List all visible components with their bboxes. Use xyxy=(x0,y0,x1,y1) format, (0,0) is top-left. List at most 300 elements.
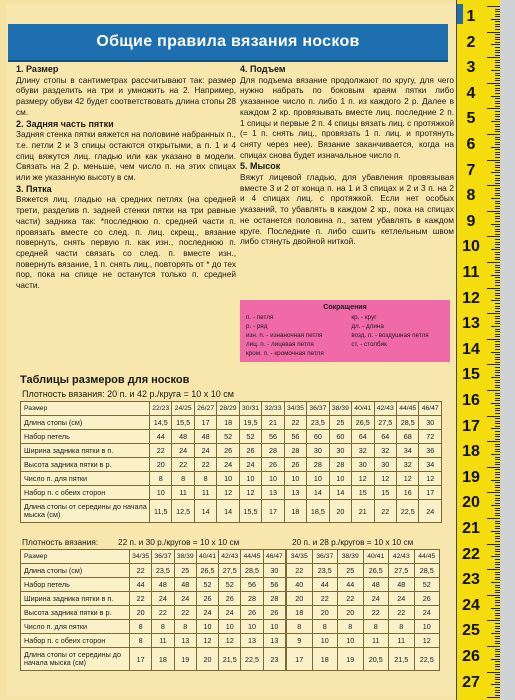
table-cell: 28,5 xyxy=(241,564,263,578)
table-cell: 24 xyxy=(196,606,218,620)
ruler-tick xyxy=(487,160,501,161)
ruler-tick xyxy=(487,83,501,84)
table-cell: 44/45 xyxy=(396,402,418,416)
table-row xyxy=(287,648,440,671)
table-cell: 60 xyxy=(329,430,351,444)
table-cell: 26 xyxy=(263,606,285,620)
table-cell: 36 xyxy=(419,444,442,458)
table-cell: 12 xyxy=(414,634,440,648)
ruler-tick xyxy=(487,467,501,468)
table-cell: 8 xyxy=(312,620,338,634)
table-cell: 68 xyxy=(396,430,418,444)
ruler-number: 25 xyxy=(462,622,480,640)
table-row xyxy=(287,620,440,634)
ruler-tick xyxy=(487,390,501,391)
table-cell: 10 xyxy=(307,472,329,486)
table-cell: 30 xyxy=(374,458,396,472)
table-cell: 8 xyxy=(194,472,216,486)
ruler-tick xyxy=(487,339,501,340)
table-cell: 20 xyxy=(287,592,313,606)
ruler-number: 22 xyxy=(462,545,480,563)
table-cell: 26 xyxy=(262,458,284,472)
table-cell: 8 xyxy=(389,620,415,634)
table-cell: 52 xyxy=(196,578,218,592)
table-cell: 24 xyxy=(152,592,174,606)
title-bar xyxy=(8,24,448,62)
row-label: Размер xyxy=(21,550,130,564)
table-cell: 42/43 xyxy=(219,550,241,564)
table-cell: 8 xyxy=(338,620,364,634)
table-cell: 26,5 xyxy=(363,564,389,578)
table-cell: 20 xyxy=(150,458,172,472)
ruler-number: 24 xyxy=(462,596,480,614)
table-cell: 14 xyxy=(217,500,239,523)
table-cell: 30 xyxy=(263,564,285,578)
table-cell: 13 xyxy=(174,634,196,648)
table-cell: 14 xyxy=(329,486,351,500)
ruler-tick xyxy=(487,646,501,647)
table-cell: 19 xyxy=(174,648,196,671)
table-cell: 32 xyxy=(396,458,418,472)
page-title: Общие правила вязания носков xyxy=(96,33,360,50)
section-heading-instep: 4. Подъем xyxy=(240,64,286,74)
table-row xyxy=(21,500,442,523)
abbreviation-item: дл. - длина xyxy=(351,323,384,330)
abbreviation-item: п. - петля xyxy=(246,314,274,321)
table-cell: 20 xyxy=(196,648,218,671)
table-cell: 12 xyxy=(219,634,241,648)
table-cell: 24/25 xyxy=(172,402,194,416)
table-cell: 40/41 xyxy=(196,550,218,564)
table-cell: 11 xyxy=(363,634,389,648)
table-cell: 10 xyxy=(414,620,440,634)
ruler-number: 20 xyxy=(462,494,480,512)
table-cell: 11,5 xyxy=(150,500,172,523)
table-cell: 19,5 xyxy=(239,416,261,430)
table-row xyxy=(21,444,442,458)
table-cell: 8 xyxy=(152,620,174,634)
right-column xyxy=(240,64,454,248)
table-row xyxy=(21,550,286,564)
row-label: Длина стопы (см) xyxy=(21,416,150,430)
table-cell: 10 xyxy=(196,620,218,634)
ruler-number: 21 xyxy=(462,520,480,537)
table-cell: 20 xyxy=(312,606,338,620)
table-cell: 40/41 xyxy=(363,550,389,564)
table-cell: 28 xyxy=(307,458,329,472)
table-cell: 8 xyxy=(172,472,194,486)
table-cell: 27,5 xyxy=(374,416,396,430)
table-cell: 38/39 xyxy=(174,550,196,564)
table-cell: 12 xyxy=(419,472,442,486)
table-cell: 48 xyxy=(389,578,415,592)
table-cell: 13 xyxy=(263,634,285,648)
section-text-instep: Для подъема вязание продолжают по кругу, для чего нужно набрать по боковым краям пятки либо указанное число п. либо 1 п. из каждого 2 р. Далее в каждом 2 кр. провязывать вместе лиц. последние 2 п. 1 спицы и первые 2 п. 4 спицы вязать лиц. с протяжкой (= 1 п. снять лиц., провязать 1 п. лиц. и протянуть сняту через нее). Вязание заканчивается, когда на спицах снова будет изначальное число п. xyxy=(240,74,454,160)
row-label: Набор п. с обеих сторон xyxy=(21,486,150,500)
ruler-tick xyxy=(487,32,501,33)
table-cell: 30 xyxy=(329,444,351,458)
table-cell: 22/23 xyxy=(150,402,172,416)
ruler-number: 11 xyxy=(462,264,480,281)
table-cell: 10 xyxy=(284,472,306,486)
table-cell: 20 xyxy=(338,606,364,620)
ruler-tick xyxy=(487,134,501,135)
table-row xyxy=(287,606,440,620)
table-cell: 22 xyxy=(284,416,306,430)
table-row xyxy=(287,592,440,606)
table-cell: 36/37 xyxy=(152,550,174,564)
abbreviation-item: лиц. п. - лицевая петля xyxy=(246,341,314,348)
table-cell: 12 xyxy=(239,486,261,500)
table-cell: 26 xyxy=(284,458,306,472)
ruler-number: 1 xyxy=(466,8,476,25)
table-cell: 28 xyxy=(284,444,306,458)
table-cell: 10 xyxy=(329,472,351,486)
table-row xyxy=(21,430,442,444)
table-cell: 42/43 xyxy=(374,402,396,416)
section-text-heel-back: Задняя стенка пятки вяжется на половине набранных п., т.е. петли 2 и 3 спицы остаются открытыми, а п. 1 и 4 спиц вяжутся лиц. гладью или как указано в модели. Связать на 2 р. меньше, чем число п. на этих спицах или же указанную высоту в см. xyxy=(16,129,236,183)
table-cell: 12 xyxy=(196,634,218,648)
abbreviation-item: возд. п. - воздушная петля xyxy=(351,332,429,339)
table-cell: 22 xyxy=(363,606,389,620)
table-cell: 56 xyxy=(284,430,306,444)
table-cell: 30/31 xyxy=(239,402,261,416)
ruler-number: 27 xyxy=(462,673,480,691)
table-cell: 48 xyxy=(152,578,174,592)
table-cell: 12 xyxy=(396,472,418,486)
row-label: Ширина задника пятки в п. xyxy=(21,444,150,458)
table-cell: 24 xyxy=(194,444,216,458)
table-row xyxy=(21,634,286,648)
ruler-tick xyxy=(487,236,501,237)
abbreviations-box xyxy=(240,300,450,362)
table-cell: 18 xyxy=(284,500,306,523)
section-text-toe: Вяжут лицевой гладью, для убавления провязывая вместе 3 и 2 от конца п. на 1 и 3 спицах и 2 и 3 п. на 2 и 4 спицах лиц. с протяжкой. Если нет особых указаний, то убавлять в каждом 2 кр., пока на спицах не останется половина п., затем убавлять в каждом круге. Последние п. либо сшить кетлельным швом либо стянуть двойной ниткой. xyxy=(240,172,454,247)
table-cell: 12 xyxy=(352,472,374,486)
table-cell: 24 xyxy=(174,592,196,606)
table-cell: 22 xyxy=(152,606,174,620)
table-cell: 8 xyxy=(363,620,389,634)
table-cell: 11 xyxy=(389,634,415,648)
table-cell: 60 xyxy=(307,430,329,444)
table-cell: 10 xyxy=(217,472,239,486)
table-cell: 34 xyxy=(419,458,442,472)
table-cell: 8 xyxy=(130,634,152,648)
ruler-number: 17 xyxy=(462,417,480,435)
table-cell: 15,5 xyxy=(239,500,261,523)
table-cell: 22 xyxy=(194,458,216,472)
row-label: Высота задника пятки в р. xyxy=(21,606,130,620)
table-cell: 24 xyxy=(219,606,241,620)
ruler-tick xyxy=(487,211,501,212)
table-cell: 18,5 xyxy=(307,500,329,523)
table-cell: 32 xyxy=(374,444,396,458)
table-cell: 26,5 xyxy=(352,416,374,430)
table-cell: 24 xyxy=(172,444,194,458)
table-cell: 22 xyxy=(374,500,396,523)
table-cell: 32 xyxy=(352,444,374,458)
row-label: Размер xyxy=(21,402,150,416)
table-cell: 40/41 xyxy=(352,402,374,416)
ruler-number: 6 xyxy=(466,136,476,153)
table-cell: 48 xyxy=(174,578,196,592)
table-cell: 34/35 xyxy=(130,550,152,564)
table-cell: 52 xyxy=(239,430,261,444)
centimeter-ruler xyxy=(456,0,501,700)
table-cell: 22 xyxy=(172,458,194,472)
ruler-tick xyxy=(487,518,501,519)
table-cell: 11 xyxy=(172,486,194,500)
table-cell: 21,5 xyxy=(389,648,415,671)
table-row xyxy=(21,472,442,486)
table-row xyxy=(21,486,442,500)
ruler-tick xyxy=(487,185,501,186)
left-column xyxy=(16,64,236,292)
table1-density: Плотность вязания: 20 п. и 42 р./круга = 10 х 10 см xyxy=(22,389,234,399)
table-cell: 20,5 xyxy=(363,648,389,671)
table-cell: 10 xyxy=(263,620,285,634)
table-cell: 30 xyxy=(419,416,442,430)
table-row xyxy=(21,578,286,592)
table-cell: 42/43 xyxy=(389,550,415,564)
ruler-number: 15 xyxy=(462,366,480,384)
table-cell: 22 xyxy=(130,564,152,578)
ruler-number: 19 xyxy=(462,468,480,486)
table-cell: 52 xyxy=(414,578,440,592)
table-cell: 13 xyxy=(241,634,263,648)
ruler-tick xyxy=(487,672,501,673)
table-cell: 19 xyxy=(338,648,364,671)
table-cell: 26 xyxy=(239,444,261,458)
row-label: Набор петель xyxy=(21,578,130,592)
table-row xyxy=(21,606,286,620)
table-cell: 30 xyxy=(352,458,374,472)
ruler-tick xyxy=(487,364,501,365)
ruler-number: 9 xyxy=(466,212,476,230)
ruler-number: 7 xyxy=(466,161,476,179)
table-cell: 22 xyxy=(174,606,196,620)
table-cell: 44/45 xyxy=(414,550,440,564)
table-cell: 27,5 xyxy=(219,564,241,578)
table-cell: 10 xyxy=(241,620,263,634)
table-cell: 56 xyxy=(241,578,263,592)
table-cell: 28,5 xyxy=(414,564,440,578)
table-cell: 10 xyxy=(338,634,364,648)
table-cell: 10 xyxy=(219,620,241,634)
ruler-tick xyxy=(487,108,501,109)
table-cell: 10 xyxy=(312,634,338,648)
table-cell: 28 xyxy=(263,592,285,606)
table-cell: 28 xyxy=(241,592,263,606)
section-heading-heel: 3. Пятка xyxy=(16,183,52,194)
table-cell: 14 xyxy=(307,486,329,500)
table-cell: 8 xyxy=(130,620,152,634)
table-cell: 23,5 xyxy=(312,564,338,578)
ruler-tick xyxy=(487,441,501,442)
ruler-tick xyxy=(487,288,501,289)
table-cell: 44 xyxy=(130,578,152,592)
table-cell: 25 xyxy=(174,564,196,578)
table-cell: 48 xyxy=(363,578,389,592)
table-cell: 20 xyxy=(130,606,152,620)
table-cell: 46/47 xyxy=(263,550,285,564)
table-cell: 17 xyxy=(287,648,313,671)
section-heading-toe: 5. Мысок xyxy=(240,161,281,172)
table-cell: 26/27 xyxy=(194,402,216,416)
ruler-tick xyxy=(487,620,501,621)
table-cell: 22 xyxy=(150,444,172,458)
table-cell: 18 xyxy=(152,648,174,671)
ruler-tick xyxy=(487,6,501,7)
table-row xyxy=(21,416,442,430)
abbreviations-title: Сокращения xyxy=(323,304,367,311)
table-cell: 23,5 xyxy=(307,416,329,430)
table-cell: 28/29 xyxy=(217,402,239,416)
size-table-3 xyxy=(286,549,440,671)
table-cell: 15 xyxy=(374,486,396,500)
table-cell: 8 xyxy=(174,620,196,634)
table-cell: 10 xyxy=(150,486,172,500)
table-cell: 17 xyxy=(262,500,284,523)
ruler-number: 14 xyxy=(462,340,480,358)
table-cell: 28,5 xyxy=(396,416,418,430)
table-cell: 30 xyxy=(307,444,329,458)
table-cell: 24 xyxy=(389,592,415,606)
table-cell: 56 xyxy=(262,430,284,444)
section-heading-size: 1. Размер xyxy=(16,64,59,74)
table-cell: 17 xyxy=(419,486,442,500)
table-cell: 44 xyxy=(312,578,338,592)
table-row xyxy=(287,564,440,578)
table-cell: 13 xyxy=(262,486,284,500)
table-cell: 24 xyxy=(414,606,440,620)
table-cell: 28 xyxy=(329,458,351,472)
table-row xyxy=(287,578,440,592)
table-cell: 28 xyxy=(262,444,284,458)
table-cell: 44 xyxy=(150,430,172,444)
abbreviation-item xyxy=(351,349,444,358)
table-cell: 22 xyxy=(389,606,415,620)
table-cell: 22,5 xyxy=(241,648,263,671)
table-cell: 17 xyxy=(130,648,152,671)
table2-density-a: 22 п. и 30 р./кругов = 10 х 10 см xyxy=(118,537,240,547)
table-cell: 8 xyxy=(287,620,313,634)
row-label: Набор п. с обеих сторон xyxy=(21,634,130,648)
ruler-tick xyxy=(487,57,501,58)
table-cell: 46/47 xyxy=(419,402,442,416)
table-cell: 26 xyxy=(241,606,263,620)
table-row xyxy=(21,402,442,416)
table-cell: 18 xyxy=(287,606,313,620)
ruler-tick xyxy=(487,569,501,570)
table-cell: 18 xyxy=(312,648,338,671)
table-cell: 27,5 xyxy=(389,564,415,578)
table-cell: 24 xyxy=(217,458,239,472)
table-row xyxy=(21,620,286,634)
table-cell: 44 xyxy=(338,578,364,592)
table-cell: 12 xyxy=(374,472,396,486)
table-cell: 9 xyxy=(287,634,313,648)
section-text-heel: Вяжется лиц. гладью на средних петлях (на средней трети, разделив п. задней стенки пятки на три равные части) задника так: *последнюю п. средней части п. провязать вместе со след. п. лиц. скрещ., вязание повернуть, снять первую п. как изн., последнюю п. средней части связать со след. п. вместе изн., повернуть вязание, 1 п. снять лиц., повторять от * до тех пор, пока на спице не останутся только п. средней части. xyxy=(16,194,236,291)
table-cell: 14,5 xyxy=(150,416,172,430)
abbreviation-item: кром. п. - кромочная петля xyxy=(246,350,324,357)
size-table-1 xyxy=(20,401,442,523)
row-label: Набор петель xyxy=(21,430,150,444)
table-cell: 21,5 xyxy=(219,648,241,671)
table-cell: 23,5 xyxy=(152,564,174,578)
table-cell: 32/33 xyxy=(262,402,284,416)
table-cell: 26 xyxy=(217,444,239,458)
abbreviations-list xyxy=(240,312,450,359)
section-text-size: Длину стопы в сантиметрах рассчитывают так: размер обуви разделить на три и умножить на 2. Например, размеру обуви 42 будет соответствовать длина стопы 28 см. xyxy=(16,74,236,117)
table-cell: 13 xyxy=(284,486,306,500)
abbreviation-item: р. - ряд xyxy=(246,323,268,330)
table-cell: 22 xyxy=(287,564,313,578)
table-cell: 26 xyxy=(196,592,218,606)
table-cell: 25 xyxy=(329,416,351,430)
ruler-number: 8 xyxy=(466,187,476,205)
ruler-tick xyxy=(487,313,501,314)
table-cell: 20 xyxy=(329,500,351,523)
abbreviation-item: изн. п. - изнаночная петля xyxy=(246,332,323,339)
table-cell: 16 xyxy=(396,486,418,500)
table2-density-label: Плотность вязания: xyxy=(22,537,99,547)
table-cell: 36/37 xyxy=(312,550,338,564)
table-cell: 44/45 xyxy=(241,550,263,564)
ruler-tick xyxy=(487,697,501,698)
page-edge xyxy=(500,0,515,700)
table-cell: 36/37 xyxy=(307,402,329,416)
ruler-tick xyxy=(487,492,501,493)
table-cell: 14 xyxy=(194,500,216,523)
ruler-tick xyxy=(487,416,501,417)
table-cell: 24 xyxy=(239,458,261,472)
table-row xyxy=(287,634,440,648)
abbreviation-item: ст. - столбик xyxy=(351,341,387,348)
table-cell: 38/39 xyxy=(338,550,364,564)
table-cell: 25 xyxy=(338,564,364,578)
row-label: Ширина задника пятки в п. xyxy=(21,592,130,606)
table2-density-b: 20 п. и 28 р./кругов = 10 х 10 см xyxy=(292,537,414,547)
row-label: Длина стопы от середины до начала мыска (см) xyxy=(21,648,130,671)
size-table-2 xyxy=(20,549,286,671)
table-cell: 64 xyxy=(352,430,374,444)
table-cell: 11 xyxy=(194,486,216,500)
table-cell: 52 xyxy=(217,430,239,444)
ruler-number: 12 xyxy=(462,289,480,307)
table-cell: 10 xyxy=(262,472,284,486)
abbreviation-item: кр. - круг xyxy=(351,314,377,321)
table-cell: 12 xyxy=(217,486,239,500)
row-label: Число п. для пятки xyxy=(21,472,150,486)
ruler-number: 16 xyxy=(462,392,480,409)
table-cell: 34 xyxy=(396,444,418,458)
table-cell: 18 xyxy=(217,416,239,430)
table-cell: 15 xyxy=(352,486,374,500)
table-cell: 24 xyxy=(363,592,389,606)
ruler-number: 18 xyxy=(462,443,480,461)
ruler-number: 2 xyxy=(466,33,476,51)
table-cell: 22 xyxy=(130,592,152,606)
table-cell: 21 xyxy=(262,416,284,430)
table-cell: 22 xyxy=(312,592,338,606)
table-cell: 56 xyxy=(263,578,285,592)
table-cell: 22,5 xyxy=(414,648,440,671)
table-row xyxy=(21,564,286,578)
table-cell: 8 xyxy=(150,472,172,486)
tables-title: Таблицы размеров для носков xyxy=(20,374,190,386)
table-row xyxy=(21,648,286,671)
